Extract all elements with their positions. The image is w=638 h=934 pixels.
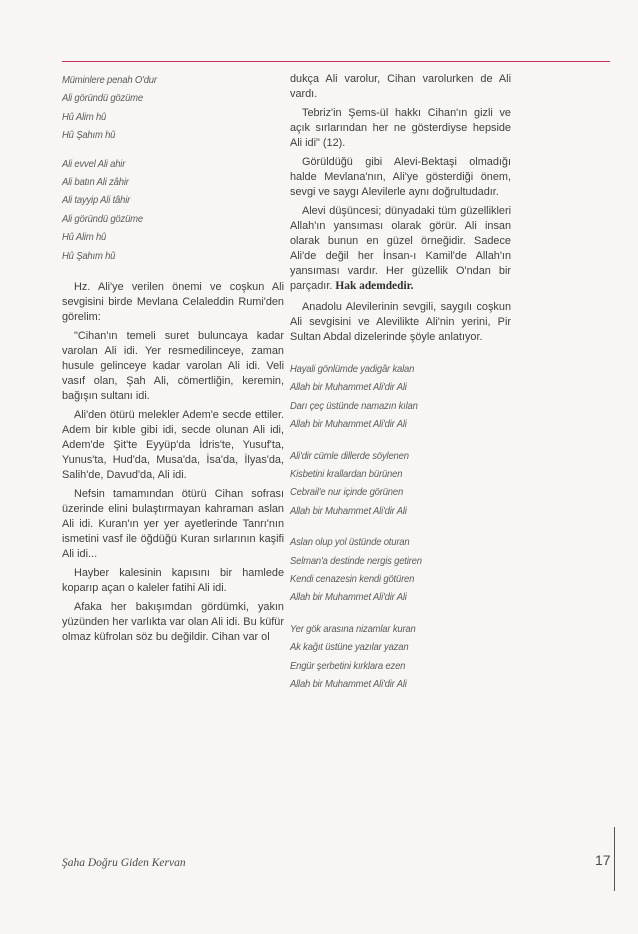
verse-line: Allah bir Muhammet Ali'dir Ali <box>290 419 407 431</box>
body-paragraph: Afaka her bakışımdan gördümki, yakın yüzünden her varlıkta var olan Ali idi. Bu küfür olmaz küfrolan söz bu değildir. Cihan var ol <box>62 601 284 644</box>
running-footer-title: Şaha Doğru Giden Kervan <box>62 857 186 869</box>
verse-line: Allah bir Muhammet Ali'dir Ali <box>290 382 407 394</box>
body-paragraph: dukça Ali varolur, Cihan varolurken de Ali vardı. <box>290 73 511 100</box>
poem-stanza <box>290 534 511 608</box>
poem-stanza <box>290 621 511 695</box>
verse-line: Yer gök arasına nizamlar kuran <box>290 623 416 635</box>
page-number: 17 <box>595 852 611 868</box>
verse-line: Ali göründü gözüme <box>62 93 143 105</box>
verse-line: Cebrail'e nur içinde görünen <box>290 487 404 499</box>
opening-verse-2 <box>62 156 284 266</box>
opening-verse-1 <box>62 72 284 146</box>
verse-line: Allah bir Muhammet Ali'dir Ali <box>290 592 407 604</box>
verse-line: Hû Şahım hû <box>62 130 116 142</box>
verse-line: Allah bir Muhammet Ali'dir Ali <box>290 679 407 691</box>
body-paragraph: "Cihan'ın temeli suret buluncaya kadar varolan Ali idi. Yer resmedilinceye, zaman husule gelinceye kadar varolan Ali idi. Veli vasıf olan, Şah Ali, cömertliğin, keremin, bağışın sultanı idi. <box>62 330 284 403</box>
poem <box>290 361 511 695</box>
verse-line: Ali göründü gözüme <box>62 213 143 225</box>
verse-line: Ali evvel Ali ahir <box>62 158 126 170</box>
verse-line: Selman'a destinde nergis getiren <box>290 555 422 567</box>
verse-line: Hayali gönlümde yadigâr kalan <box>290 364 415 375</box>
body-paragraph: Ali'den ötürü melekler Adem'e secde ettiler. Adem bir kıble gibi idi, secde olunan Ali idi, Adem'de Şit'te Eyyüp'da İdris'te, Yusuf'ta, Yunus'ta, Hud'da, Musa'da, İsa'da, İlyas'da, Salih'de, Davud'da, Ali idi. <box>62 409 284 482</box>
verse-line: Ali batın Ali zâhir <box>62 177 129 189</box>
verse-line: Hû Alim hû <box>62 111 107 123</box>
body-paragraph: Anadolu Alevilerinin sevgili, saygılı coşkun Ali sevgisini ve Alevilikte Ali'nin yerini, Pir Sultan Abdal dizelerinde şöyle anlatıyor. <box>290 301 511 343</box>
body-paragraph: Tebriz'in Şems-ül hakkı Cihan'ın gizli ve açık sırlarından her ne gösterdiyse hepside Ali idi" (12). <box>290 107 511 149</box>
poem-stanza <box>290 361 511 435</box>
verse-line: Engür şerbetini kırklara ezen <box>290 660 406 672</box>
verse-line: Ak kağıt üstüne yazılar yazan <box>290 642 409 654</box>
verse-line: Ali'dir cümle dillerde söylenen <box>290 450 409 462</box>
verse-line: Aslan olup yol üstünde oturan <box>290 537 410 549</box>
body-paragraph-with-emphasis <box>290 204 511 294</box>
verse-line: Ali tayyip Ali tâhir <box>62 195 131 207</box>
page-number-rule <box>614 827 615 891</box>
verse-line: Allah bir Muhammet Ali'dir Ali <box>290 505 407 517</box>
body-paragraph: Nefsin tamamından ötürü Cihan sofrası üzerinde elini bulaştırmayan kahraman aslan Ali idi. Kuran'ın yer yer ayetlerinde Tanrı'nın ismetini vasf ile öğdüğü Kuran sırlarının kaşifi Ali idi... <box>62 488 284 561</box>
top-rule <box>62 61 610 62</box>
verse-line: Hû Şahım hû <box>62 250 116 262</box>
body-paragraph: Görüldüğü gibi Alevi-Bektaşi olmadığı halde Mevlana'nın, Ali'ye gösterdiği önem, sevgi ve saygı Alevilerle aynı doğrultudadır. <box>290 156 511 198</box>
emphasis-phrase: Hak ademdedir. <box>335 280 414 292</box>
poem-stanza <box>290 448 511 522</box>
verse-line: Kisbetini krallardan bürünen <box>290 469 403 481</box>
verse-line: Müminlere penah O'dur <box>62 75 157 86</box>
verse-line: Hû Alim hû <box>62 232 107 244</box>
right-column <box>290 72 511 708</box>
left-column <box>62 72 284 649</box>
body-paragraph: Hz. Ali'ye verilen önemi ve coşkun Ali sevgisini birde Mevlana Celaleddin Rumi'den görelim: <box>62 281 284 324</box>
body-paragraph: Hayber kalesinin kapısını bir hamlede koparıp açan o kaleler fatihi Ali idi. <box>62 567 284 595</box>
body-text: Alevi düşüncesi; dünyadaki tüm güzellikleri Allah'ın yansıması olarak görür. Ali insan olarak bunun en güzel örneğidir. Sadece Ali'de değil her İnsan-ı Kamil'de Allah'ın yansıması vardır. Her güzellik O'ndan bir parçadır. <box>290 205 511 292</box>
verse-line: Kendi cenazesin kendi götüren <box>290 574 415 586</box>
verse-line: Darı çeç üstünde namazın kılan <box>290 400 418 412</box>
